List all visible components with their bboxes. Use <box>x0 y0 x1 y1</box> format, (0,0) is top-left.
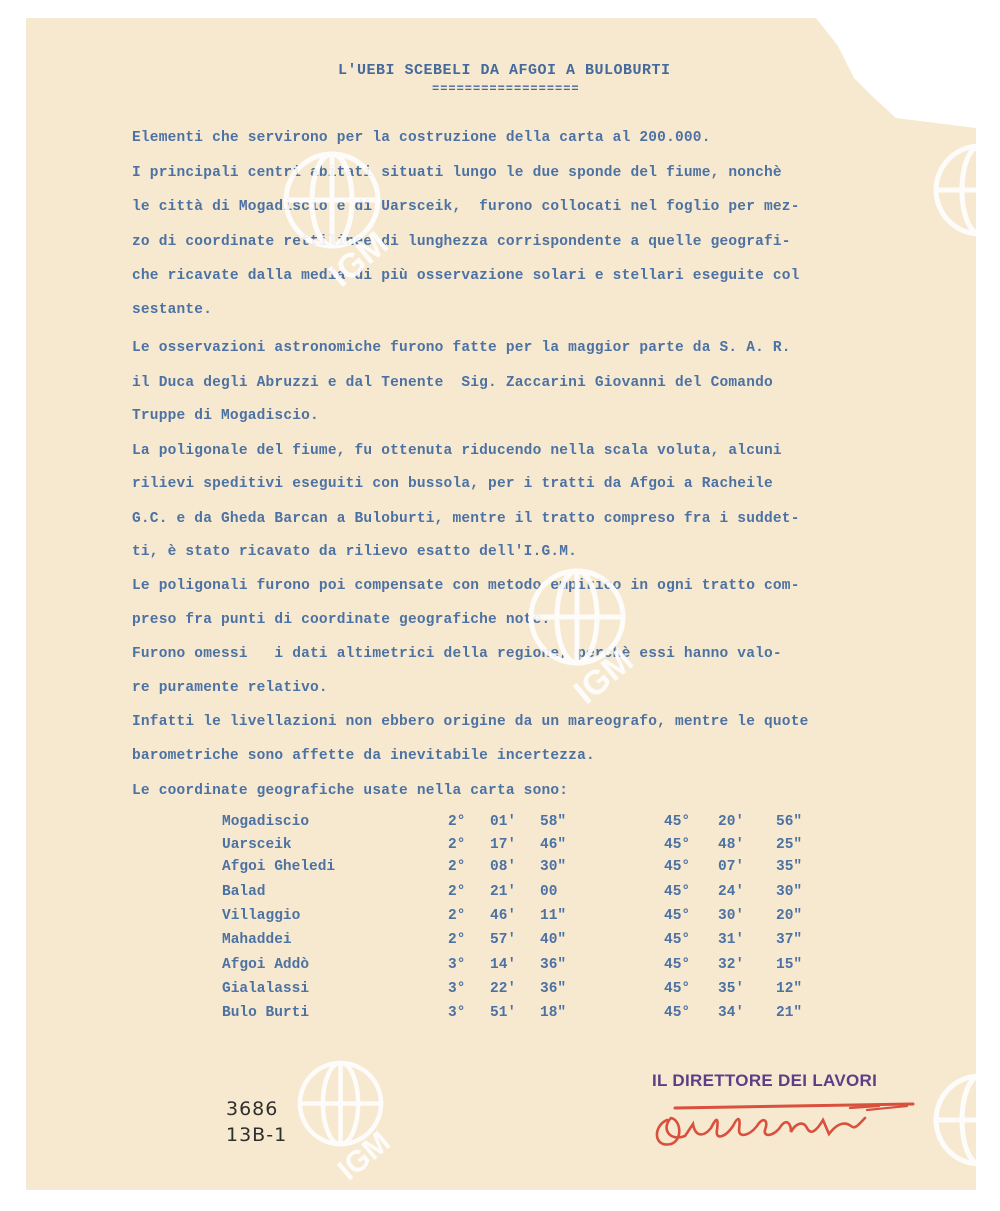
title-underline: ================== <box>432 82 580 96</box>
latitude-minutes: 46' <box>490 908 517 924</box>
longitude-seconds: 15" <box>776 957 803 973</box>
table-row <box>0 814 803 836</box>
longitude-seconds: 37" <box>776 932 803 948</box>
latitude-seconds: 30" <box>540 859 567 875</box>
longitude-degrees: 45° <box>664 981 691 997</box>
text-line: I principali centri abitati situati lungo le due sponde del fiume, nonchè <box>132 165 782 181</box>
igm-watermark-globe-icon <box>930 130 1000 280</box>
latitude-seconds: 36" <box>540 981 567 997</box>
longitude-degrees: 45° <box>664 859 691 875</box>
latitude-minutes: 57' <box>490 932 517 948</box>
text-line: preso fra punti di coordinate geografiche note. <box>132 612 551 628</box>
latitude-degrees: 2° <box>448 932 466 948</box>
longitude-degrees: 45° <box>664 814 691 830</box>
text-line: le città di Mogadiscio e di Uarsceik, furono collocati nel foglio per mez- <box>132 199 800 215</box>
latitude-degrees: 3° <box>448 957 466 973</box>
longitude-minutes: 48' <box>718 837 745 853</box>
longitude-minutes: 35' <box>718 981 745 997</box>
igm-watermark-globe-icon <box>510 545 670 715</box>
latitude-seconds: 40" <box>540 932 567 948</box>
watermark-text: IGM <box>331 1125 397 1187</box>
text-line: zo di coordinate rettilinee di lunghezza corrispondente a quelle geografi- <box>132 234 791 250</box>
longitude-degrees: 45° <box>664 1005 691 1021</box>
longitude-minutes: 07' <box>718 859 745 875</box>
latitude-minutes: 08' <box>490 859 517 875</box>
longitude-minutes: 30' <box>718 908 745 924</box>
latitude-seconds: 11" <box>540 908 567 924</box>
watermark-text: IGM <box>566 641 641 712</box>
handwritten-code: 13B-1 <box>226 1124 288 1146</box>
longitude-minutes: 31' <box>718 932 745 948</box>
text-line: barometriche sono affette da inevitabile incertezza. <box>132 748 595 764</box>
place-name: Mahaddei <box>222 932 292 948</box>
signature <box>645 1090 920 1160</box>
longitude-degrees: 45° <box>664 884 691 900</box>
text-line: Infatti le livellazioni non ebbero origine da un mareografo, mentre le quote <box>132 714 809 730</box>
place-name: Gialalassi <box>222 981 310 997</box>
latitude-minutes: 22' <box>490 981 517 997</box>
text-line: il Duca degli Abruzzi e dal Tenente Sig. Zaccarini Giovanni del Comando <box>132 375 773 391</box>
latitude-minutes: 21' <box>490 884 517 900</box>
watermark-text: IGM <box>321 224 396 295</box>
place-name: Mogadiscio <box>222 814 310 830</box>
text-line: Le coordinate geografiche usate nella carta sono: <box>132 783 569 799</box>
longitude-degrees: 45° <box>664 908 691 924</box>
text-line: Elementi che servirono per la costruzione della carta al 200.000. <box>132 130 711 146</box>
latitude-minutes: 01' <box>490 814 517 830</box>
latitude-minutes: 14' <box>490 957 517 973</box>
latitude-degrees: 2° <box>448 837 466 853</box>
table-row <box>0 908 803 930</box>
latitude-seconds: 58" <box>540 814 567 830</box>
igm-watermark-globe-icon <box>270 128 420 298</box>
document-title: L'UEBI SCEBELI DA AFGOI A BULOBURTI <box>338 62 671 79</box>
text-line: re puramente relativo. <box>132 680 328 696</box>
longitude-seconds: 35" <box>776 859 803 875</box>
place-name: Bulo Burti <box>222 1005 310 1021</box>
table-row <box>0 837 803 859</box>
place-name: Afgoi Gheledi <box>222 859 336 875</box>
latitude-degrees: 2° <box>448 859 466 875</box>
place-name: Villaggio <box>222 908 301 924</box>
longitude-minutes: 32' <box>718 957 745 973</box>
latitude-degrees: 2° <box>448 884 466 900</box>
longitude-minutes: 24' <box>718 884 745 900</box>
latitude-degrees: 3° <box>448 981 466 997</box>
table-row <box>0 932 803 954</box>
longitude-minutes: 34' <box>718 1005 745 1021</box>
latitude-minutes: 51' <box>490 1005 517 1021</box>
text-line: La poligonale del fiume, fu ottenuta riducendo nella scala voluta, alcuni <box>132 443 782 459</box>
longitude-seconds: 56" <box>776 814 803 830</box>
latitude-degrees: 3° <box>448 1005 466 1021</box>
text-line: che ricavate dalla media di più osservazione solari e stellari eseguite col <box>132 268 800 284</box>
igm-watermark-globe-icon <box>930 1060 1000 1190</box>
latitude-seconds: 36" <box>540 957 567 973</box>
longitude-seconds: 30" <box>776 884 803 900</box>
table-row <box>0 884 803 906</box>
longitude-seconds: 25" <box>776 837 803 853</box>
latitude-seconds: 00 <box>540 884 558 900</box>
place-name: Balad <box>222 884 266 900</box>
place-name: Afgoi Addò <box>222 957 310 973</box>
table-row <box>0 1005 803 1027</box>
handwritten-code: 3686 <box>226 1098 279 1120</box>
longitude-degrees: 45° <box>664 957 691 973</box>
text-line: ti, è stato ricavato da rilievo esatto dell'I.G.M. <box>132 544 578 560</box>
table-row <box>0 859 803 881</box>
text-line: sestante. <box>132 302 213 318</box>
place-name: Uarsceik <box>222 837 292 853</box>
latitude-seconds: 18" <box>540 1005 567 1021</box>
latitude-seconds: 46" <box>540 837 567 853</box>
text-line: Le osservazioni astronomiche furono fatte per la maggior parte da S. A. R. <box>132 340 791 356</box>
table-row <box>0 957 803 979</box>
latitude-minutes: 17' <box>490 837 517 853</box>
longitude-degrees: 45° <box>664 837 691 853</box>
longitude-seconds: 21" <box>776 1005 803 1021</box>
text-line: Truppe di Mogadiscio. <box>132 408 319 424</box>
table-row <box>0 981 803 1003</box>
longitude-seconds: 12" <box>776 981 803 997</box>
text-line: rilievi speditivi eseguiti con bussola, per i tratti da Afgoi a Racheile <box>132 476 773 492</box>
text-line: Le poligonali furono poi compensate con metodo empirico in ogni tratto com- <box>132 578 800 594</box>
longitude-degrees: 45° <box>664 932 691 948</box>
latitude-degrees: 2° <box>448 908 466 924</box>
text-line: Furono omessi i dati altimetrici della regione, perchè essi hanno valo- <box>132 646 782 662</box>
latitude-degrees: 2° <box>448 814 466 830</box>
text-line: G.C. e da Gheda Barcan a Buloburti, mentre il tratto compreso fra i suddet- <box>132 511 800 527</box>
director-stamp: IL DIRETTORE DEI LAVORI <box>652 1071 878 1090</box>
longitude-minutes: 20' <box>718 814 745 830</box>
longitude-seconds: 20" <box>776 908 803 924</box>
igm-watermark-globe-icon <box>272 1040 432 1190</box>
